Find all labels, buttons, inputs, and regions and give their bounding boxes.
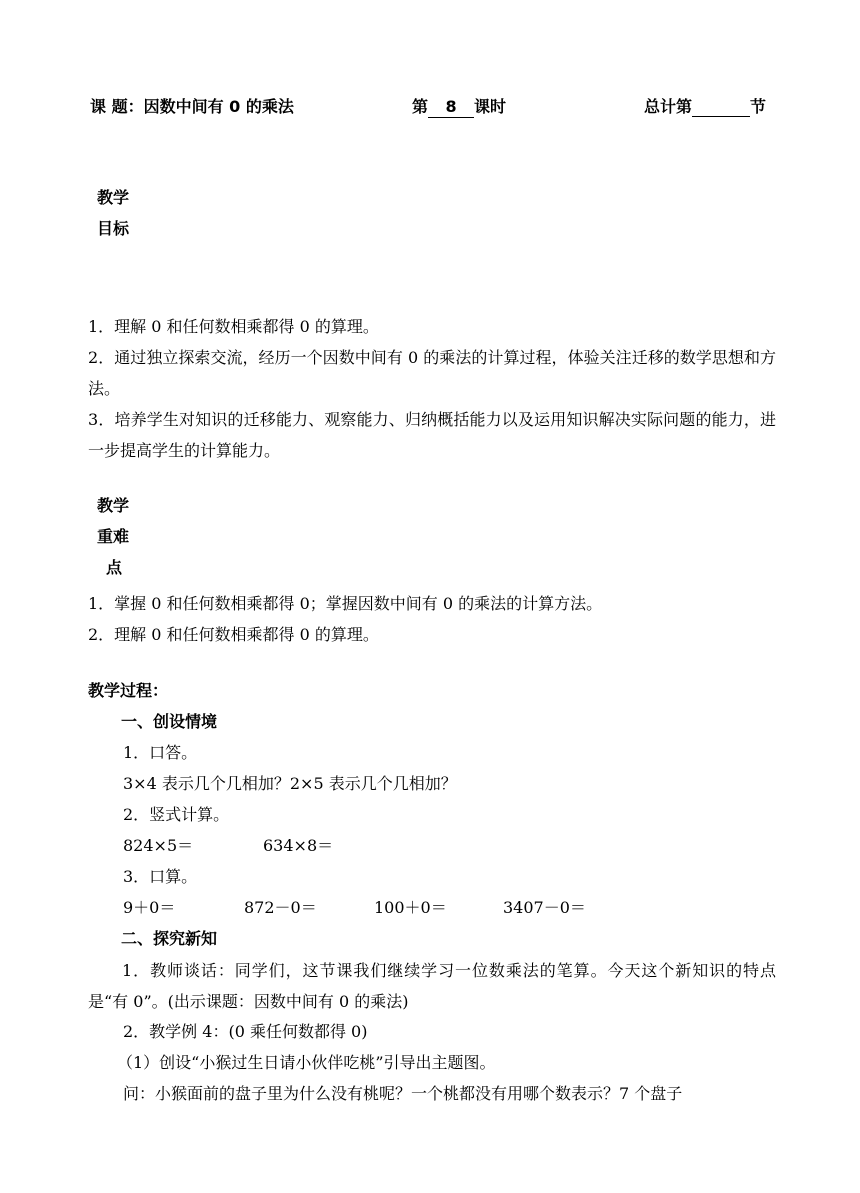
question-line: 问：小猴面前的盘子里为什么没有桃呢？一个桃都没有用哪个数表示？7 个盘子	[123, 1084, 683, 1103]
process-title: 教学过程：	[88, 681, 169, 700]
total-blank	[692, 98, 750, 117]
keypoints-label-2: 重难	[97, 527, 130, 546]
section1-title: 一、创设情境	[121, 712, 218, 731]
mental-item-1: 9＋0＝	[123, 898, 176, 917]
keypoints-label-1: 教学	[97, 496, 130, 515]
objectives-label-2: 目标	[97, 219, 130, 238]
lesson-suffix: 课时	[474, 97, 507, 116]
example-line: 2．教学例 4：(0 乘任何数都得 0)	[123, 1022, 368, 1041]
lesson-number-line	[412, 97, 506, 118]
keypoints-label-3: 点	[106, 558, 123, 577]
total-suffix: 节	[750, 97, 767, 116]
keypoints-list	[88, 588, 776, 650]
lesson-prefix: 第	[412, 97, 429, 116]
topic-title: 因数中间有 0 的乘法	[143, 97, 294, 116]
keypoint-item-2: 2．理解 0 和任何数相乘都得 0 的算理。	[88, 625, 379, 644]
total-line	[644, 97, 766, 117]
vertical-label: 2．竖式计算。	[123, 805, 230, 824]
vertical-item-2: 634×8＝	[263, 836, 334, 855]
keypoint-item-1: 1．掌握 0 和任何数相乘都得 0；掌握因数中间有 0 的乘法的计算方法。	[88, 594, 603, 613]
topic-label: 课 题：	[90, 97, 144, 116]
topic-line	[90, 97, 294, 117]
objectives-label-1: 教学	[97, 188, 130, 207]
lesson-number: 8	[428, 97, 474, 118]
objectives-list	[88, 311, 776, 466]
mental-item-2: 872－0＝	[244, 898, 317, 917]
oral-answer-question: 3×4 表示几个几相加？2×5 表示几个几相加？	[123, 774, 457, 793]
oral-answer-label: 1．口答。	[123, 743, 198, 762]
objective-item-2: 2．通过独立探索交流，经历一个因数中间有 0 的乘法的计算过程，体验关注迁移的数学思想和方法。	[88, 348, 776, 398]
mental-item-4: 3407－0＝	[503, 898, 586, 917]
vertical-item-1: 824×5＝	[123, 836, 194, 855]
talk-paragraph: 1．教师谈话：同学们，这节课我们继续学习一位数乘法的笔算。今天这个新知识的特点是“有 0”。(出示课题：因数中间有 0 的乘法)	[88, 961, 776, 1011]
objective-item-1: 1．理解 0 和任何数相乘都得 0 的算理。	[88, 317, 379, 336]
section2-title: 二、探究新知	[121, 929, 218, 948]
mental-item-3: 100＋0＝	[374, 898, 447, 917]
total-prefix: 总计第	[644, 97, 693, 116]
mental-label: 3．口算。	[123, 867, 198, 886]
objective-item-3: 3．培养学生对知识的迁移能力、观察能力、归纳概括能力以及运用知识解决实际问题的能力，进一步提高学生的计算能力。	[88, 410, 776, 460]
scene-line: （1）创设“小猴过生日请小伙伴吃桃”引导出主题图。	[117, 1053, 496, 1072]
